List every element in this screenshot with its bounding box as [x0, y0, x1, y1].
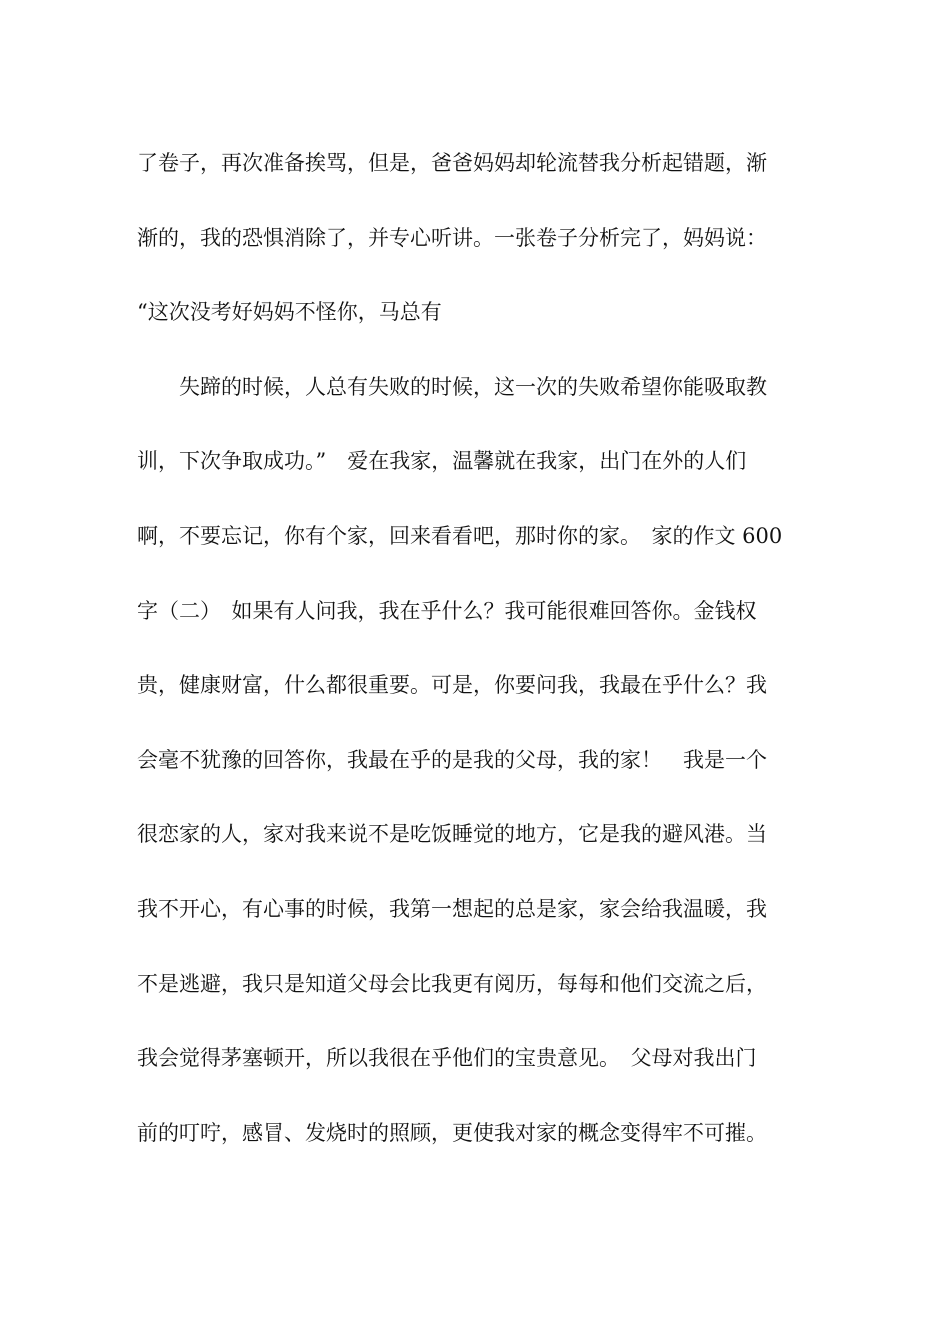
text-line: 啊，不要忘记，你有个家，回来看看吧，那时你的家。 家的作文 600: [137, 523, 783, 548]
text-line: 我不开心，有心事的时候，我第一想起的总是家，家会给我温暖，我: [137, 896, 767, 921]
text-line: “这次没考好妈妈不怪你，马总有: [137, 300, 442, 325]
text-line: 我会觉得茅塞顿开，所以我很在乎他们的宝贵意见。 父母对我出门: [137, 1046, 757, 1071]
text-line: 失蹄的时候，人总有失败的时候，这一次的失败希望你能吸取教: [137, 374, 767, 399]
text-line: 会毫不犹豫的回答你，我最在乎的是我的父母，我的家！ 我是一个: [137, 747, 767, 772]
text-line: 前的叮咛，感冒、发烧时的照顾，更使我对家的概念变得牢不可摧。: [137, 1120, 767, 1145]
text-line: 贵，健康财富，什么都很重要。可是，你要问我，我最在乎什么？我: [137, 673, 767, 698]
text-line: 渐的，我的恐惧消除了，并专心听讲。一张卷子分析完了，妈妈说：: [137, 225, 767, 250]
text-line: 字（二） 如果有人问我，我在乎什么？我可能很难回答你。金钱权: [137, 598, 757, 623]
text-line: 不是逃避，我只是知道父母会比我更有阅历，每每和他们交流之后，: [137, 971, 767, 996]
text-line: 训，下次争取成功。” 爱在我家，温馨就在我家，出门在外的人们: [137, 449, 747, 474]
text-line: 了卷子，再次准备挨骂，但是，爸爸妈妈却轮流替我分析起错题，渐: [137, 151, 767, 175]
text-line: 很恋家的人，家对我来说不是吃饭睡觉的地方，它是我的避风港。当: [137, 822, 767, 847]
body-text: [137, 142, 827, 1186]
